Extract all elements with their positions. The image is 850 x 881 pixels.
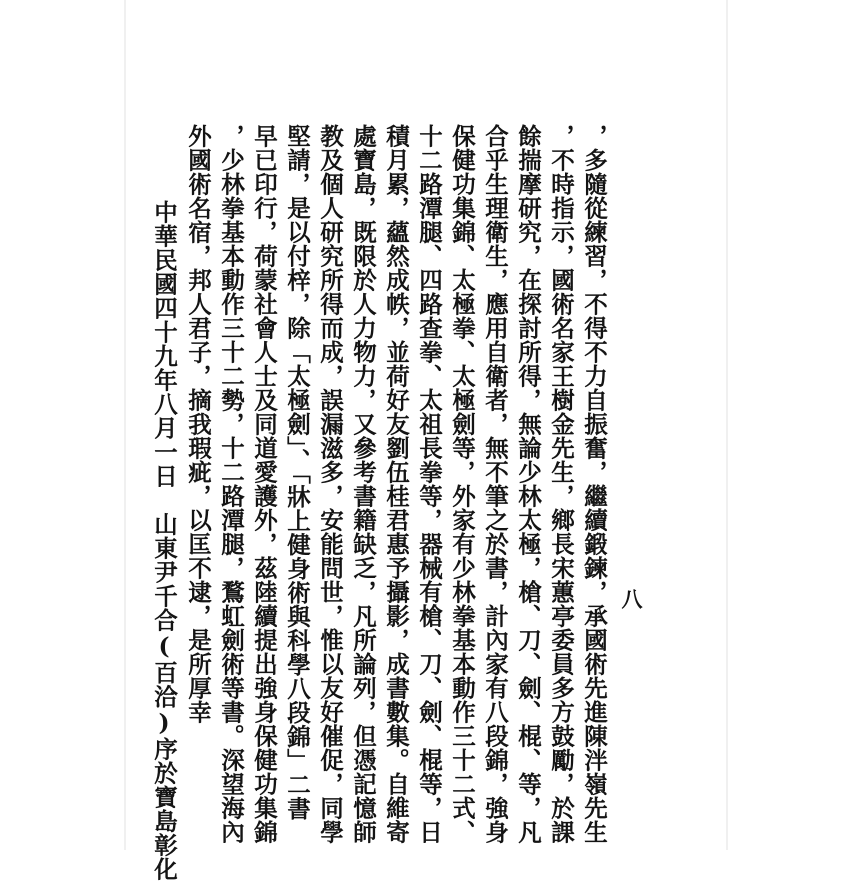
text-column-11: 早已印行，荷蒙社會人士及同道愛護外，茲陸續提出強身保健功集錦 (250, 124, 278, 844)
text-column-2: ，不時指示，國術名家王樹金先生，鄉長宋蕙亭委員多方鼓勵，於課 (547, 124, 575, 844)
text-column-5: 保健功集錦、太極拳、太極劍等，外家有少林拳基本動作三十二式、 (448, 124, 476, 844)
text-column-3: 餘揣摩研究，在探討所得，無論少林太極，槍、刀、劍、棍、等，凡 (514, 124, 542, 844)
book-page (126, 0, 726, 881)
text-column-1: ，多隨從練習，不得不力自振奮，繼續鍛鍊，承國術先進陳泮嶺先生 (580, 124, 608, 844)
text-column-13: 外國術名宿，邦人君子，摘我瑕疵，以匡不逮，是所厚幸 (184, 124, 212, 724)
text-column-8: 處寶島，既限於人力物力，又參考書籍缺乏，凡所論列，但憑記憶師 (349, 124, 377, 844)
text-column-6: 十二路潭腿、四路查拳、太祖長拳等，器械有槍、刀、劍、棍等，日 (415, 124, 443, 844)
text-column-7: 積月累，蘊然成帙，並荷好友劉伍桂君惠予攝影，成書數集。自維寄 (382, 124, 410, 844)
text-column-12: ，少林拳基本動作三十二勢，十二路潭腿，鶩虹劍術等書。深望海內 (217, 124, 245, 844)
text-column-4: 合乎生理衛生，應用自衛者，無不筆之於書，計內家有八段錦，強身 (481, 124, 509, 844)
page-number: 八 (619, 588, 644, 609)
text-column-9: 教及個人研究所得而成，誤漏滋多，安能問世，惟以友好催促，同學 (316, 124, 344, 844)
text-column-10: 堅請，是以付梓，除「太極劍」、「牀上健身術與科學八段錦」二書 (283, 124, 311, 821)
dateline-signature: 中華民國四十九年八月一日 山東尹千合(百洽)序於寶島彰化 (150, 200, 178, 881)
page-edge-right (726, 0, 728, 850)
